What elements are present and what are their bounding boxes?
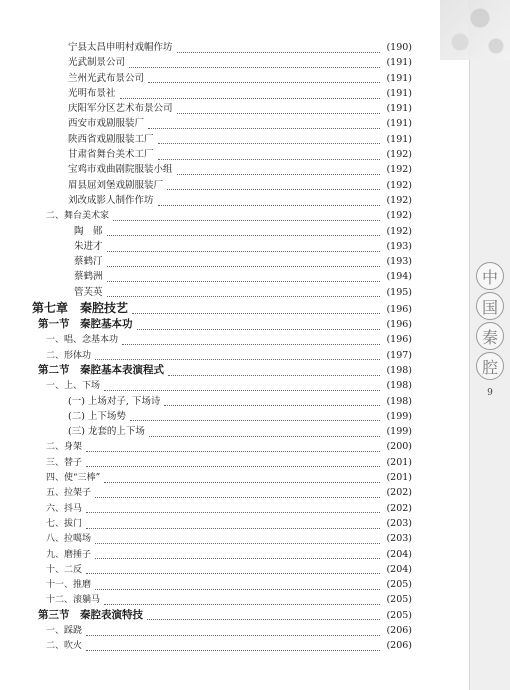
toc-entry-page: (206) bbox=[386, 640, 412, 652]
toc-entry[interactable] bbox=[32, 254, 412, 269]
toc-entry-title: 六、抖马 bbox=[46, 503, 83, 514]
dot-leader bbox=[95, 534, 380, 544]
dot-leader bbox=[158, 150, 380, 160]
toc-entry-title: 十二、滚躺马 bbox=[46, 595, 101, 606]
toc-entry-title: 第一节 秦腔基本功 bbox=[38, 318, 133, 331]
dot-leader bbox=[104, 473, 380, 483]
toc-entry[interactable] bbox=[32, 71, 412, 86]
toc-entry-page: (192) bbox=[386, 210, 412, 222]
toc-entry-page: (203) bbox=[386, 533, 412, 545]
toc-entry[interactable] bbox=[32, 455, 412, 470]
dot-leader bbox=[86, 503, 380, 513]
toc-entry-title: 刘改成影人制作作坊 bbox=[68, 194, 154, 206]
toc-entry-title: 朱进才 bbox=[74, 240, 103, 252]
toc-entry[interactable] bbox=[32, 147, 412, 162]
toc-entry-title: 八、拉噶场 bbox=[46, 534, 92, 545]
toc-entry-page: (205) bbox=[386, 594, 412, 606]
toc-entry-title: 二、形体功 bbox=[46, 350, 92, 361]
toc-entry[interactable] bbox=[32, 317, 412, 332]
toc-entry-title: 兰州光武布景公司 bbox=[68, 72, 145, 84]
toc-entry-title: 第三节 秦腔表演特技 bbox=[38, 608, 143, 621]
toc-entry-title: 十、二反 bbox=[46, 564, 83, 575]
dot-leader bbox=[107, 257, 380, 267]
dot-leader bbox=[107, 226, 380, 236]
toc-entry-page: (191) bbox=[386, 118, 412, 130]
dot-leader bbox=[158, 134, 380, 144]
toc-entry-title: 一、踩跷 bbox=[46, 625, 83, 636]
toc-entry-page: (192) bbox=[386, 194, 412, 206]
dot-leader bbox=[95, 350, 380, 360]
toc-entry-page: (193) bbox=[386, 240, 412, 252]
dot-leader bbox=[167, 180, 380, 190]
dot-leader bbox=[137, 320, 381, 330]
toc-entry-title: 庆阳军分区艺术布景公司 bbox=[68, 103, 173, 115]
dot-leader bbox=[104, 381, 380, 391]
dot-leader bbox=[86, 626, 380, 636]
toc-entry[interactable] bbox=[32, 501, 412, 516]
toc-entry-title: 宁县太昌申明村戏帽作坊 bbox=[68, 42, 173, 53]
toc-entry[interactable] bbox=[32, 562, 412, 577]
toc-entry-page: (192) bbox=[386, 225, 412, 237]
toc-entry-page: (190) bbox=[386, 42, 412, 53]
dot-leader bbox=[120, 89, 380, 99]
dot-leader bbox=[95, 580, 380, 590]
toc-entry[interactable] bbox=[32, 193, 412, 208]
toc-entry[interactable] bbox=[32, 470, 412, 485]
toc-entry-page: (196) bbox=[386, 334, 412, 346]
toc-entry-title: 一、唱、念基本功 bbox=[46, 335, 119, 346]
toc-entry[interactable] bbox=[32, 394, 412, 409]
table-of-contents bbox=[32, 40, 412, 654]
dot-leader bbox=[129, 58, 380, 68]
toc-entry-page: (201) bbox=[386, 456, 412, 468]
toc-entry-title: 第二节 秦腔基本表演程式 bbox=[38, 363, 164, 376]
toc-entry[interactable] bbox=[32, 516, 412, 531]
toc-entry[interactable] bbox=[32, 439, 412, 454]
toc-entry[interactable] bbox=[32, 86, 412, 101]
toc-entry-title: 三、替子 bbox=[46, 457, 83, 468]
toc-entry-title: 陶 郧 bbox=[74, 225, 103, 237]
dot-leader bbox=[86, 457, 380, 467]
toc-entry-page: (196) bbox=[386, 304, 412, 316]
toc-entry[interactable] bbox=[32, 300, 412, 317]
toc-entry-page: (192) bbox=[386, 179, 412, 191]
toc-entry[interactable] bbox=[32, 378, 412, 393]
toc-entry-page: (191) bbox=[386, 57, 412, 69]
toc-entry[interactable] bbox=[32, 424, 412, 439]
toc-entry-title: 二、身架 bbox=[46, 442, 83, 453]
toc-entry-page: (191) bbox=[386, 133, 412, 145]
dot-leader bbox=[95, 549, 380, 559]
dot-leader bbox=[147, 610, 380, 620]
toc-entry-title: 蔡鹤洲 bbox=[74, 271, 103, 283]
toc-entry-page: (199) bbox=[386, 426, 412, 438]
toc-entry[interactable] bbox=[32, 531, 412, 546]
dot-leader bbox=[113, 211, 380, 221]
toc-entry[interactable] bbox=[32, 101, 412, 116]
dot-leader bbox=[95, 488, 380, 498]
dot-leader bbox=[168, 366, 380, 376]
toc-entry-title: 五、拉架子 bbox=[46, 488, 92, 499]
dot-leader bbox=[158, 196, 380, 206]
dot-leader bbox=[122, 335, 380, 345]
dot-leader bbox=[107, 242, 380, 252]
toc-entry-title: 西安市戏剧服装厂 bbox=[68, 118, 145, 130]
toc-entry-title: 宝鸡市戏曲剧院服装小组 bbox=[68, 164, 173, 176]
dot-leader bbox=[86, 442, 380, 452]
book-title-char: 秦 bbox=[476, 322, 504, 350]
toc-entry[interactable] bbox=[32, 285, 412, 300]
corner-ornament bbox=[440, 0, 510, 60]
toc-entry-page: (194) bbox=[386, 271, 412, 283]
toc-entry-page: (195) bbox=[386, 286, 412, 298]
book-title-char: 中 bbox=[476, 262, 504, 290]
toc-entry-title: 眉县屈刘堡戏剧服装厂 bbox=[68, 179, 164, 191]
toc-entry-title: 二、舞台美术家 bbox=[46, 211, 110, 222]
toc-entry-page: (206) bbox=[386, 624, 412, 636]
toc-entry[interactable] bbox=[32, 608, 412, 623]
dot-leader bbox=[148, 119, 380, 129]
toc-entry-page: (196) bbox=[386, 319, 412, 331]
toc-entry-page: (202) bbox=[386, 487, 412, 499]
toc-entry-page: (191) bbox=[386, 103, 412, 115]
toc-entry-title: 七、拔门 bbox=[46, 518, 83, 529]
toc-entry-page: (205) bbox=[386, 579, 412, 591]
dot-leader bbox=[148, 73, 380, 83]
dot-leader bbox=[149, 427, 380, 437]
toc-entry-title: (二) 上下场势 bbox=[68, 410, 126, 422]
toc-entry-title: 管芙英 bbox=[74, 286, 103, 298]
toc-entry-page: (198) bbox=[386, 380, 412, 392]
book-title-char: 国 bbox=[476, 292, 504, 320]
toc-entry-page: (197) bbox=[386, 349, 412, 361]
dot-leader bbox=[164, 396, 380, 406]
book-title-vertical bbox=[476, 262, 504, 398]
toc-entry-page: (200) bbox=[386, 441, 412, 453]
toc-entry-page: (203) bbox=[386, 517, 412, 529]
dot-leader bbox=[86, 519, 380, 529]
dot-leader bbox=[104, 595, 380, 605]
toc-entry[interactable] bbox=[32, 547, 412, 562]
dot-leader bbox=[107, 272, 380, 282]
toc-entry-page: (201) bbox=[386, 472, 412, 484]
toc-entry[interactable] bbox=[32, 485, 412, 500]
toc-entry-title: 陕西省戏剧服装工厂 bbox=[68, 133, 154, 145]
toc-entry-title: 十一、推磨 bbox=[46, 580, 92, 591]
toc-entry-title: 九、磨捶子 bbox=[46, 549, 92, 560]
toc-entry-title: 光武制景公司 bbox=[68, 57, 126, 69]
dot-leader bbox=[107, 287, 380, 297]
toc-entry-title: (一) 上场对子, 下场诗 bbox=[68, 395, 161, 407]
toc-entry[interactable] bbox=[32, 178, 412, 193]
dot-leader bbox=[177, 43, 380, 53]
toc-entry-title: 二、吹火 bbox=[46, 641, 83, 652]
toc-entry-title: 第七章 秦腔技艺 bbox=[32, 301, 129, 316]
toc-entry[interactable] bbox=[32, 623, 412, 638]
toc-entry-page: (204) bbox=[386, 548, 412, 560]
toc-entry[interactable] bbox=[32, 577, 412, 592]
toc-entry[interactable] bbox=[32, 208, 412, 223]
toc-entry[interactable] bbox=[32, 132, 412, 147]
toc-entry[interactable] bbox=[32, 269, 412, 284]
toc-entry[interactable] bbox=[32, 348, 412, 363]
dot-leader bbox=[177, 104, 380, 114]
toc-entry-page: (198) bbox=[386, 395, 412, 407]
toc-entry[interactable] bbox=[32, 592, 412, 607]
toc-entry-page: (191) bbox=[386, 87, 412, 99]
dot-leader bbox=[86, 641, 380, 651]
toc-entry[interactable] bbox=[32, 363, 412, 378]
toc-entry-title: 甘肃省舞台美术工厂 bbox=[68, 149, 154, 161]
toc-entry-title: (三) 龙套的上下场 bbox=[68, 426, 145, 438]
toc-entry[interactable] bbox=[32, 116, 412, 131]
toc-entry-title: 一、上、下场 bbox=[46, 381, 101, 392]
toc-entry[interactable] bbox=[32, 239, 412, 254]
toc-entry[interactable] bbox=[32, 638, 412, 653]
toc-entry-title: 四、使“三棒” bbox=[46, 473, 101, 484]
toc-entry[interactable] bbox=[32, 162, 412, 177]
dot-leader bbox=[86, 564, 380, 574]
toc-entry-page: (202) bbox=[386, 502, 412, 514]
book-title-char: 腔 bbox=[476, 352, 504, 380]
dot-leader bbox=[132, 304, 380, 314]
page-number: 9 bbox=[487, 388, 493, 398]
toc-entry-title: 光明布景社 bbox=[68, 87, 116, 99]
toc-entry-page: (191) bbox=[386, 72, 412, 84]
dot-leader bbox=[130, 411, 380, 421]
toc-entry-page: (198) bbox=[386, 364, 412, 376]
toc-entry-page: (205) bbox=[386, 609, 412, 621]
toc-entry[interactable] bbox=[32, 409, 412, 424]
toc-entry[interactable] bbox=[32, 55, 412, 70]
toc-entry-page: (193) bbox=[386, 256, 412, 268]
toc-entry-title: 蔡鹤汀 bbox=[74, 256, 103, 268]
toc-entry-page: (199) bbox=[386, 410, 412, 422]
toc-entry[interactable] bbox=[32, 332, 412, 347]
toc-entry-page: (204) bbox=[386, 563, 412, 575]
toc-entry-page: (192) bbox=[386, 149, 412, 161]
toc-entry[interactable] bbox=[32, 224, 412, 239]
dot-leader bbox=[177, 165, 380, 175]
toc-entry-page: (192) bbox=[386, 164, 412, 176]
toc-entry[interactable] bbox=[32, 40, 412, 55]
